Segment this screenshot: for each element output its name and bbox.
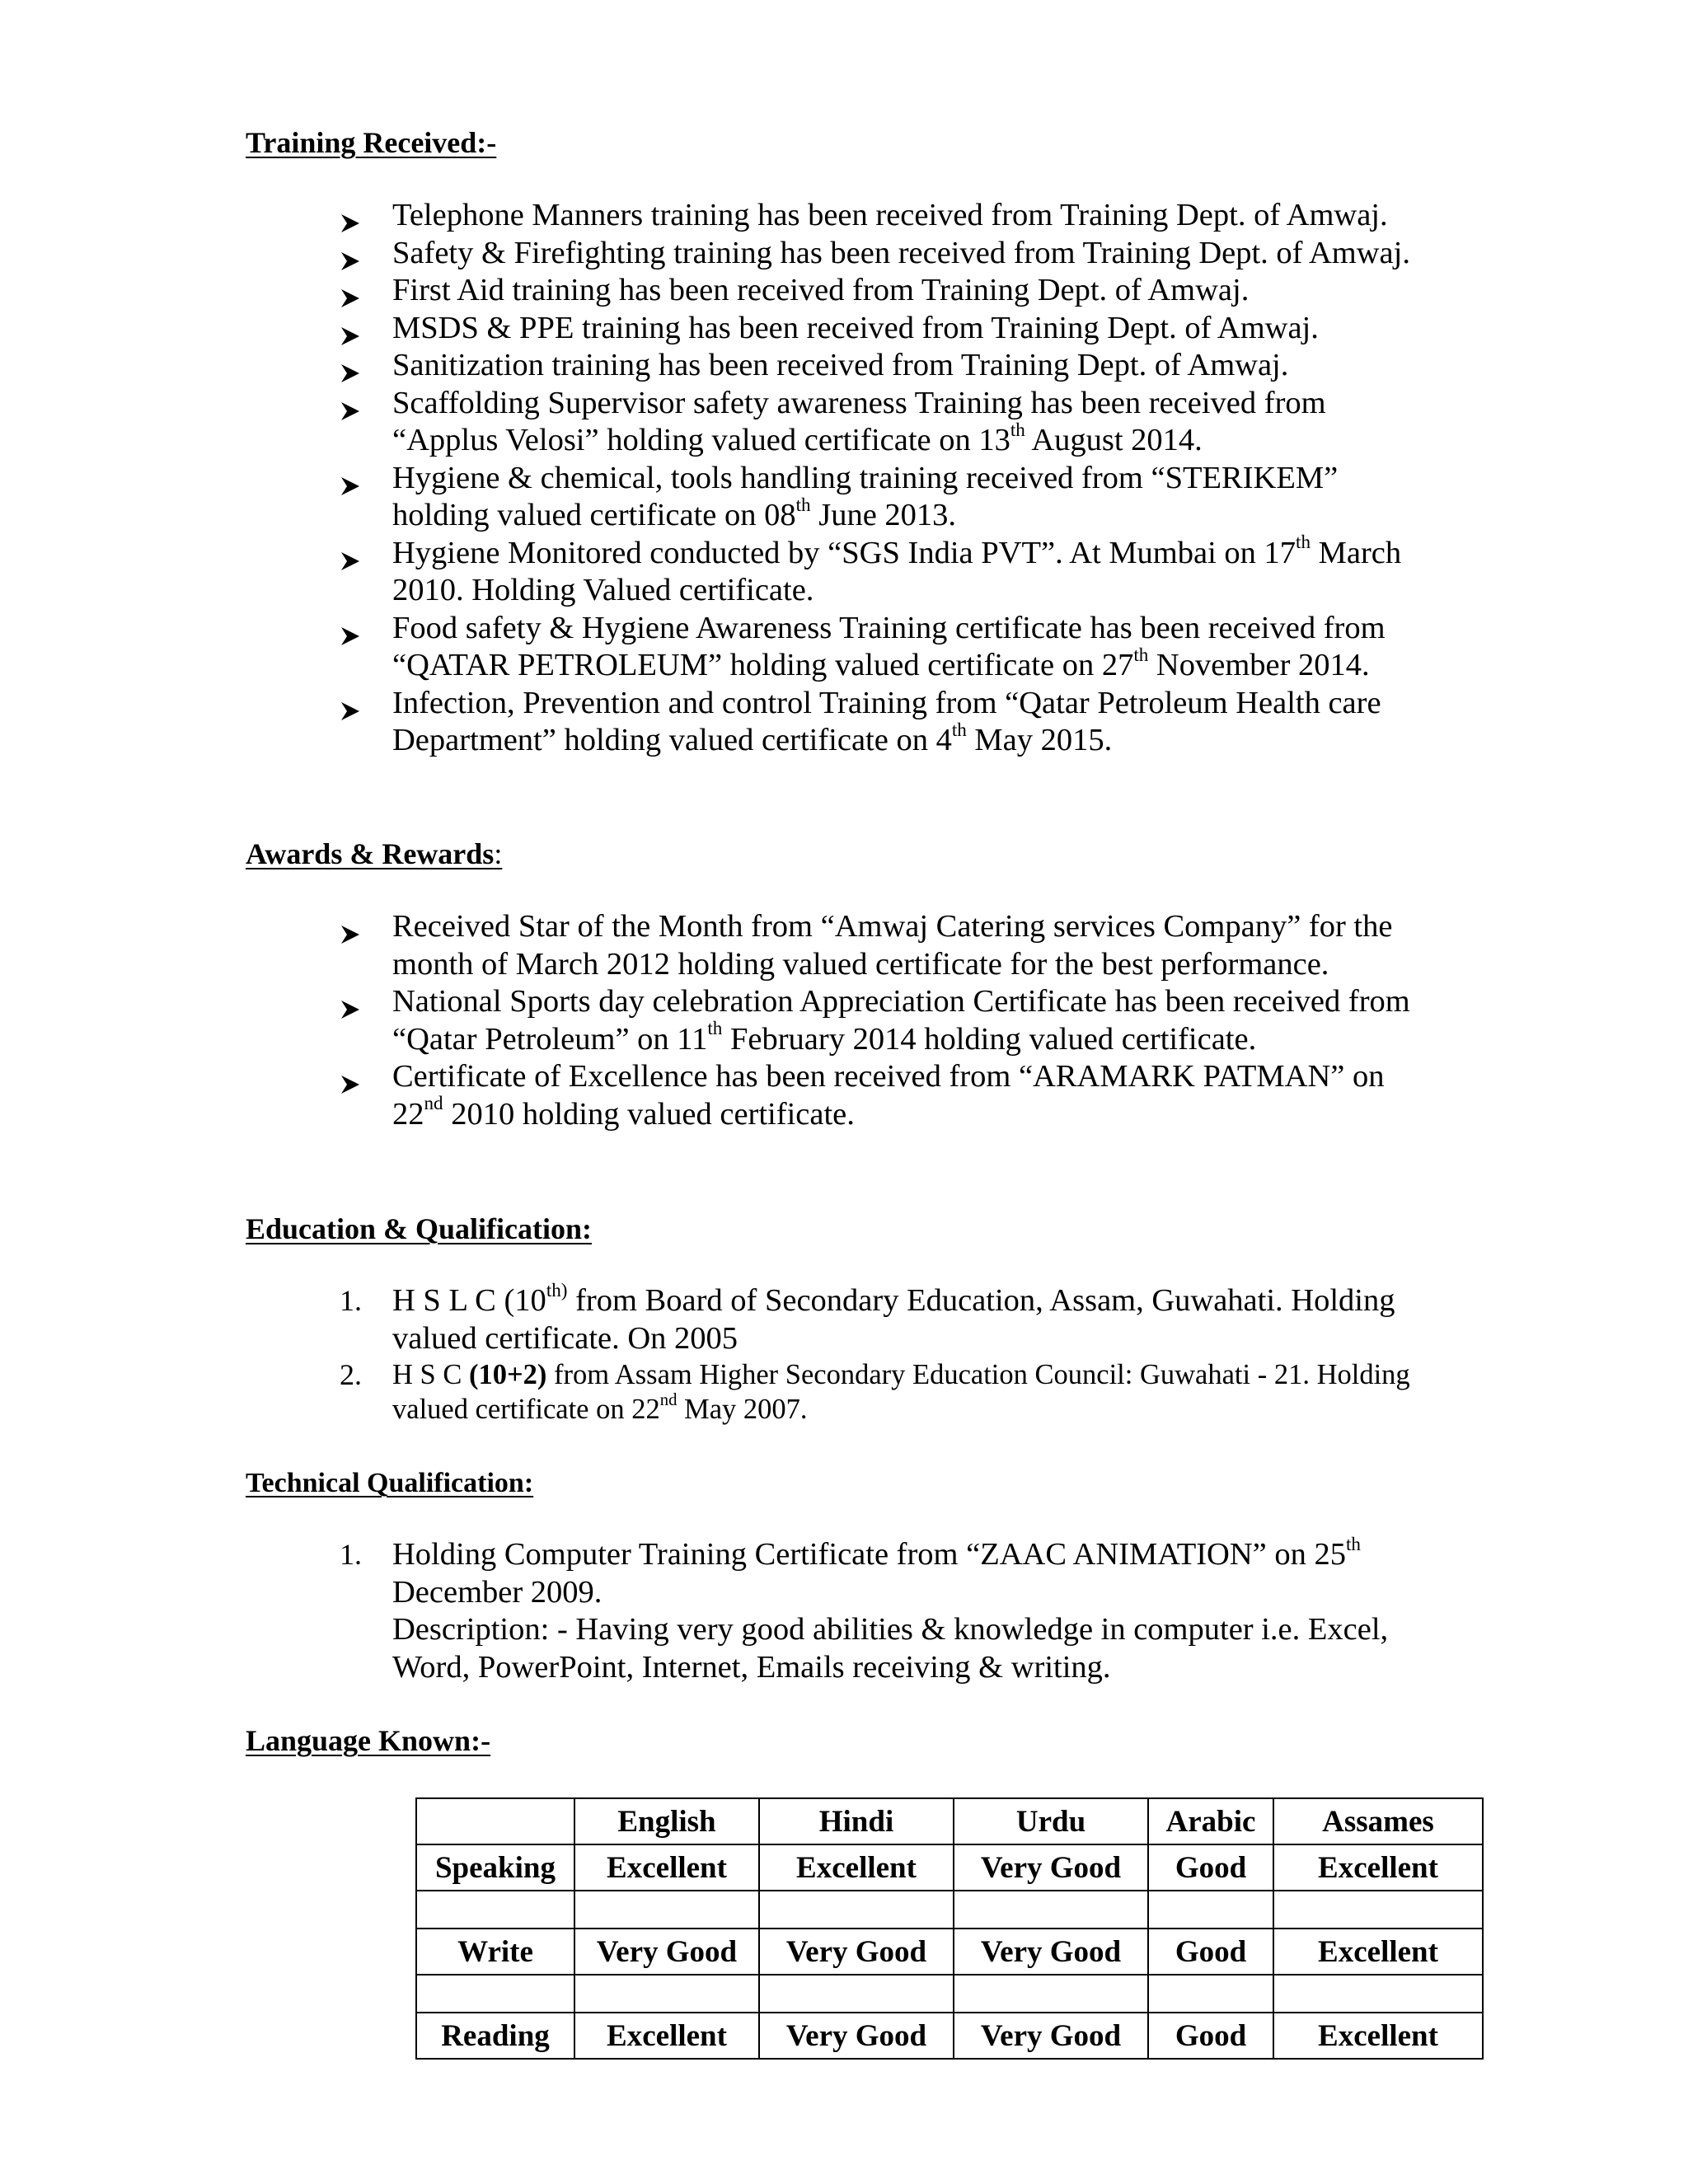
list-item-text: Scaffolding Supervisor safety awareness Training has been received from (392, 385, 1326, 420)
table-row-label: Speaking (416, 1844, 574, 1891)
language-heading: Language Known:- (246, 1724, 491, 1757)
list-item-text: valued certificate on 22 (392, 1394, 660, 1425)
table-header-cell: Hindi (759, 1798, 954, 1844)
list-item-text: National Sports day celebration Appreciation Certificate has been received from (392, 984, 1410, 1019)
table-cell (1148, 1975, 1273, 2013)
list-item-text: holding valued certificate on 08 (392, 498, 796, 532)
list-item-text: Food safety & Hygiene Awareness Training certificate has been received from (392, 610, 1386, 645)
list-number: 1. (340, 1538, 362, 1571)
arrow-bullet-icon (340, 610, 392, 648)
table-row (416, 1844, 1483, 1891)
table-cell: Good (1148, 1844, 1273, 1891)
list-item-text: month of March 2012 holding valued certificate for the best performance. (392, 946, 1329, 982)
list-item (340, 310, 1493, 348)
awards-list (340, 908, 1493, 1133)
ordinal-suffix: th (1133, 643, 1149, 665)
table-cell: Excellent (759, 1844, 954, 1891)
list-item (340, 531, 1493, 610)
list-item-text: MSDS & PPE training has been received from Training Dept. of Amwaj. (392, 310, 1319, 345)
list-item (340, 235, 1493, 273)
list-item-text: 2010 holding valued certificate. (443, 1096, 855, 1132)
list-item-text: H S L C (10 (392, 1283, 546, 1318)
arrow-bullet-icon (340, 310, 392, 348)
table-header-cell: Assames (1273, 1798, 1483, 1844)
table-header-cell: Arabic (1148, 1798, 1273, 1844)
ordinal-suffix: th (1346, 1532, 1361, 1554)
education-list (340, 1278, 1493, 1427)
list-item (340, 1532, 1493, 1686)
table-header-cell: Urdu (954, 1798, 1148, 1844)
training-list (340, 197, 1493, 760)
list-item-text: Department” holding valued certificate on 4 (392, 723, 952, 757)
technical-list (340, 1532, 1493, 1686)
list-item-text: Hygiene & chemical, tools handling training received from “STERIKEM” (392, 460, 1339, 495)
list-item-text: from Assam Higher Secondary Education Council: Guwahati - 21. Holding (546, 1359, 1410, 1390)
list-item (340, 685, 1493, 760)
list-item-text: 2010. Holding Valued certificate. (392, 573, 814, 607)
table-row (416, 1929, 1483, 1975)
education-heading: Education & Qualification: (246, 1212, 593, 1245)
training-heading: Training Received:- (246, 126, 497, 159)
technical-heading: Technical Qualification: (246, 1468, 534, 1498)
table-cell (759, 1975, 954, 2013)
ordinal-suffix: th (1296, 531, 1311, 553)
arrow-bullet-icon (340, 685, 392, 723)
arrow-bullet-icon (340, 983, 392, 1021)
table-cell (954, 1975, 1148, 2013)
list-item-text: June 2013. (810, 498, 957, 532)
list-item-text: December 2009. (392, 1574, 603, 1610)
list-item (340, 610, 1493, 685)
list-item-text: Sanitization training has been received from Training Dept. of Amwaj. (392, 348, 1289, 382)
ordinal-suffix: th (951, 718, 967, 740)
table-cell: Good (1148, 2013, 1273, 2059)
arrow-bullet-icon (340, 347, 392, 385)
list-item-text: from Board of Secondary Education, Assam, Guwahati. Holding (567, 1283, 1395, 1318)
list-item-text: May 2015. (966, 723, 1113, 757)
list-item-text: 22 (392, 1096, 424, 1132)
list-item (340, 1278, 1493, 1357)
list-item-text: Telephone Manners training has been received from Training Dept. of Amwaj. (392, 198, 1388, 232)
list-item-text: February 2014 holding valued certificate. (722, 1021, 1257, 1057)
list-item (340, 197, 1493, 235)
list-item (340, 385, 1493, 460)
list-item-text: August 2014. (1025, 423, 1203, 457)
list-item-text: Description: - Having very good abilities & knowledge in computer i.e. Excel, (392, 1612, 1389, 1647)
arrow-bullet-icon (340, 235, 392, 273)
table-spacer-row (416, 1975, 1483, 2013)
table-cell (574, 1975, 759, 2013)
list-item-text: “Qatar Petroleum” on 11 (392, 1021, 708, 1057)
table-row-label: Write (416, 1929, 574, 1975)
list-item-text: Safety & Firefighting training has been received from Training Dept. of Amwaj. (392, 235, 1410, 270)
list-item-text: Word, PowerPoint, Internet, Emails receiving & writing. (392, 1649, 1111, 1685)
table-row (416, 2013, 1483, 2059)
list-item-text: “Applus Velosi” holding valued certificate on 13 (392, 423, 1010, 457)
list-item-text: May 2007. (677, 1394, 808, 1425)
language-table (415, 1797, 1484, 2060)
list-item (340, 460, 1493, 535)
list-item-text: Hygiene Monitored conducted by “SGS India PVT”. At Mumbai on 17 (392, 535, 1296, 570)
list-item-text: Certificate of Excellence has been received from “ARAMARK PATMAN” on (392, 1059, 1385, 1094)
table-cell: Very Good (954, 1844, 1148, 1891)
list-item (340, 983, 1493, 1058)
arrow-bullet-icon (340, 197, 392, 235)
table-cell (759, 1891, 954, 1929)
list-item-text: valued certificate. On 2005 (392, 1320, 738, 1356)
list-item-text: “QATAR PETROLEUM” holding valued certificate on 27 (392, 648, 1134, 682)
ordinal-suffix: nd (659, 1391, 678, 1410)
awards-heading (246, 835, 502, 873)
table-cell: Very Good (574, 1929, 759, 1975)
table-cell: Good (1148, 1929, 1273, 1975)
table-cell: Very Good (954, 2013, 1148, 2059)
ordinal-suffix: th (707, 1017, 723, 1039)
table-row-label: Reading (416, 2013, 574, 2059)
table-header-row (416, 1798, 1483, 1844)
table-cell (1148, 1891, 1273, 1929)
table-cell (574, 1891, 759, 1929)
table-cell: Excellent (574, 2013, 759, 2059)
list-item-text: H S C (392, 1359, 469, 1390)
awards-heading-colon: : (494, 837, 503, 870)
list-item-text: Holding Computer Training Certificate from “ZAAC ANIMATION” on 25 (392, 1537, 1346, 1572)
table-cell (1273, 1975, 1483, 2013)
table-cell: Excellent (574, 1844, 759, 1891)
list-item-text: March (1311, 535, 1402, 570)
table-cell: Excellent (1273, 1929, 1483, 1975)
awards-heading-text: Awards & Rewards (246, 837, 495, 870)
list-item-text: Infection, Prevention and control Training from “Qatar Petroleum Health care (392, 685, 1381, 720)
arrow-bullet-icon (340, 385, 392, 423)
list-item (340, 1058, 1493, 1133)
list-item (340, 347, 1493, 385)
table-cell: Very Good (759, 1929, 954, 1975)
arrow-bullet-icon (340, 1058, 392, 1096)
table-cell (1273, 1891, 1483, 1929)
table-header-cell: English (574, 1798, 759, 1844)
arrow-bullet-icon (340, 535, 392, 573)
list-item (340, 1357, 1493, 1427)
ordinal-suffix: th (1010, 418, 1025, 440)
table-cell (416, 1975, 574, 2013)
list-item-text: Received Star of the Month from “Amwaj Catering services Company” for the (392, 909, 1393, 944)
ordinal-suffix: th (795, 493, 811, 515)
list-number: 1. (340, 1284, 362, 1317)
table-spacer-row (416, 1891, 1483, 1929)
table-cell: Excellent (1273, 2013, 1483, 2059)
list-item-text-bold: (10+2) (469, 1359, 547, 1390)
table-cell (416, 1891, 574, 1929)
table-cell (954, 1891, 1148, 1929)
arrow-bullet-icon (340, 272, 392, 310)
arrow-bullet-icon (340, 908, 392, 946)
list-item-text: First Aid training has been received from Training Dept. of Amwaj. (392, 273, 1250, 307)
list-number: 2. (340, 1358, 362, 1391)
list-item (340, 272, 1493, 310)
table-cell: Very Good (954, 1929, 1148, 1975)
arrow-bullet-icon (340, 460, 392, 498)
table-cell: Very Good (759, 2013, 954, 2059)
table-cell: Excellent (1273, 1844, 1483, 1891)
ordinal-suffix: th) (546, 1278, 568, 1301)
table-header-cell (416, 1798, 574, 1844)
list-item (340, 908, 1493, 983)
ordinal-suffix: nd (424, 1092, 443, 1114)
list-item-text: November 2014. (1148, 648, 1370, 682)
